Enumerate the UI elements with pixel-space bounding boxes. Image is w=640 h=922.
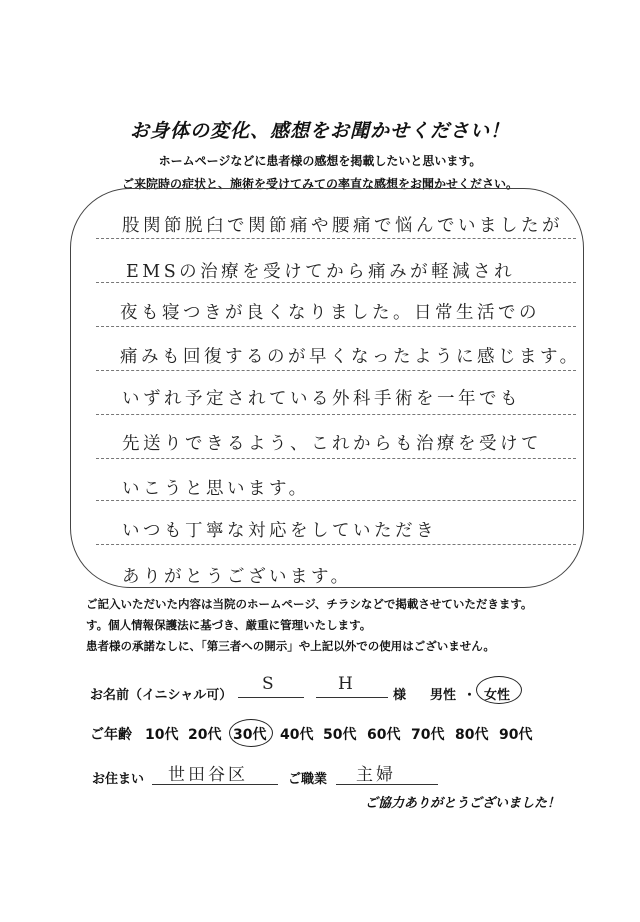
notice-line-1: ご記入いただいた内容は当院のホームページ、チラシなどで掲載させていただきます。 — [86, 597, 533, 611]
ruled-line — [96, 458, 576, 459]
age-option-90s[interactable]: 90代 — [499, 727, 533, 743]
gender-selected-circle — [476, 676, 522, 704]
ruled-line — [96, 544, 576, 545]
gender-male-option[interactable]: 男性 — [430, 688, 457, 703]
occupation-label: ご職業 — [288, 772, 328, 787]
ruled-line — [96, 370, 576, 371]
age-option-70s[interactable]: 70代 — [411, 727, 445, 743]
initial-1-value: S — [262, 674, 274, 694]
age-selected-circle — [229, 719, 273, 747]
occupation-underline — [336, 784, 438, 785]
intro-line-2: ご来院時の症状と、施術を受けてみての率直な感想をお聞かせください。 — [121, 177, 518, 191]
age-option-50s[interactable]: 50代 — [323, 727, 357, 743]
gender-separator: ・ — [463, 688, 477, 703]
age-option-60s[interactable]: 60代 — [367, 727, 401, 743]
occupation-value: 主婦 — [356, 765, 396, 785]
handwritten-line: 股関節脱臼で関節痛や腰痛で悩んでいましたが — [122, 216, 563, 236]
intro-line-1: ホームページなどに患者様の感想を掲載したいと思います。 — [158, 154, 482, 168]
handwritten-line: EMSの治療を受けてから痛みが軽減され — [126, 262, 516, 282]
gender-female-option[interactable]: 女性 — [484, 688, 511, 703]
ruled-line — [96, 500, 576, 501]
handwritten-line: ありがとうございます。 — [122, 567, 352, 587]
age-option-20s[interactable]: 20代 — [188, 727, 222, 743]
initial-2-value: H — [338, 674, 353, 694]
handwritten-line: 先送りできるよう、これからも治療を受けて — [122, 434, 542, 454]
ruled-line — [96, 238, 576, 239]
name-label: お名前（イニシャル可） — [90, 688, 233, 703]
honorific-label: 様 — [393, 688, 407, 703]
page-title: お身体の変化、感想をお聞かせください！ — [129, 120, 510, 142]
age-option-40s[interactable]: 40代 — [280, 727, 314, 743]
handwritten-line: 夜も寝つきが良くなりました。日常生活での — [120, 303, 540, 323]
thanks-text: ご協力ありがとうございました！ — [365, 796, 561, 811]
residence-underline — [152, 784, 278, 785]
notice-line-3: 患者様の承諾なしに、「第三者への開示」や上記以外での使用はございません。 — [86, 639, 495, 653]
handwritten-line: いこうと思います。 — [122, 479, 310, 499]
handwritten-line: 痛みも回復するのが早くなったように感じます。 — [120, 347, 581, 367]
age-option-30s[interactable]: 30代 — [233, 727, 267, 743]
ruled-line — [96, 414, 576, 415]
initial-1-underline — [238, 697, 304, 698]
residence-value: 世田谷区 — [168, 765, 248, 785]
notice-line-2: す。個人情報保護法に基づき、厳重に管理いたします。 — [86, 618, 372, 632]
initial-2-underline — [316, 697, 388, 698]
handwritten-line: いつも丁寧な対応をしていただき — [122, 521, 437, 541]
age-label: ご年齢 — [90, 727, 132, 743]
age-option-80s[interactable]: 80代 — [455, 727, 489, 743]
age-option-10s[interactable]: 10代 — [145, 727, 179, 743]
handwritten-line: いずれ予定されている外科手術を一年でも — [122, 389, 521, 409]
residence-label: お住まい — [92, 772, 145, 787]
ruled-line — [96, 326, 576, 327]
